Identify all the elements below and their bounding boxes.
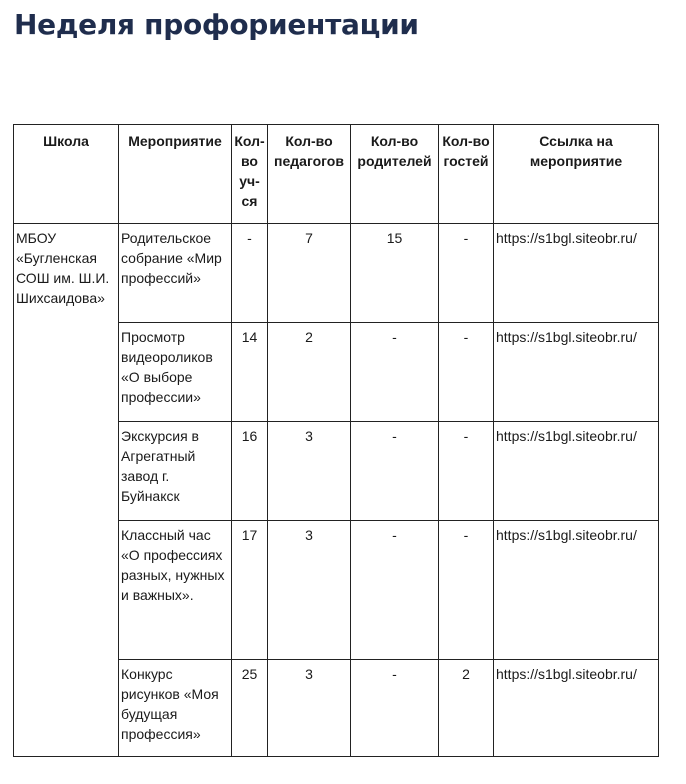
parents-cell: - [351, 422, 439, 521]
teachers-cell: 3 [268, 521, 351, 660]
event-link[interactable]: https://s1bgl.siteobr.ru/ [496, 230, 637, 246]
event-link[interactable]: https://s1bgl.siteobr.ru/ [496, 329, 637, 345]
header-students: Кол-во уч-ся [232, 125, 268, 224]
events-table [13, 124, 659, 757]
parents-cell: - [351, 521, 439, 660]
parents-cell: - [351, 660, 439, 757]
table-row [14, 224, 659, 323]
students-cell: 14 [232, 323, 268, 422]
students-cell: 16 [232, 422, 268, 521]
event-link[interactable]: https://s1bgl.siteobr.ru/ [496, 666, 637, 682]
guests-cell: - [439, 323, 494, 422]
guests-cell: - [439, 224, 494, 323]
link-cell [494, 323, 659, 422]
link-cell [494, 224, 659, 323]
students-cell: - [232, 224, 268, 323]
event-cell: Классный час «О профессиях разных, нужных и важных». [119, 521, 232, 660]
event-cell: Родительское собрание «Мир профессий» [119, 224, 232, 323]
link-cell [494, 660, 659, 757]
event-cell: Экскурсия в Агрегатный завод г. Буйнакск [119, 422, 232, 521]
event-link[interactable]: https://s1bgl.siteobr.ru/ [496, 527, 637, 543]
page-title: Неделя профориентации [14, 8, 419, 41]
guests-cell: - [439, 422, 494, 521]
link-cell [494, 422, 659, 521]
event-link[interactable]: https://s1bgl.siteobr.ru/ [496, 428, 637, 444]
students-cell: 25 [232, 660, 268, 757]
school-cell: МБОУ «Бугленская СОШ им. Ш.И. Шихсаидова» [14, 224, 119, 757]
event-cell: Конкурс рисунков «Моя будущая профессия» [119, 660, 232, 757]
guests-cell: 2 [439, 660, 494, 757]
header-event: Мероприятие [119, 125, 232, 224]
teachers-cell: 3 [268, 660, 351, 757]
header-school: Школа [14, 125, 119, 224]
header-guests: Кол-во гостей [439, 125, 494, 224]
table-header-row [14, 125, 659, 224]
teachers-cell: 3 [268, 422, 351, 521]
header-parents: Кол-во родителей [351, 125, 439, 224]
parents-cell: 15 [351, 224, 439, 323]
event-cell: Просмотр видеороликов «О выборе профессии» [119, 323, 232, 422]
header-teachers: Кол-во педагогов [268, 125, 351, 224]
header-link: Ссылка на мероприятие [494, 125, 659, 224]
teachers-cell: 7 [268, 224, 351, 323]
guests-cell: - [439, 521, 494, 660]
parents-cell: - [351, 323, 439, 422]
link-cell [494, 521, 659, 660]
teachers-cell: 2 [268, 323, 351, 422]
students-cell: 17 [232, 521, 268, 660]
